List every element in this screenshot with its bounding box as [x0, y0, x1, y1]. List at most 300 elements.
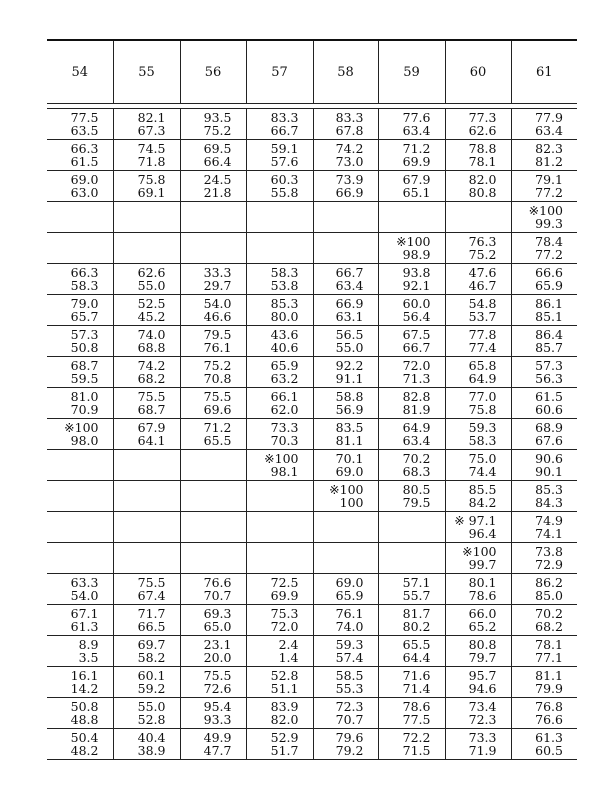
cell-value-upper: 83.3: [270, 110, 299, 125]
table-cell: [47, 512, 113, 543]
table-cell: [445, 605, 511, 636]
cell-value-upper: 52.5: [137, 296, 166, 311]
table-row: [47, 233, 577, 264]
table-cell: [180, 698, 246, 729]
table-cell: [313, 450, 378, 481]
table-cell: [511, 729, 577, 760]
cell-value-lower: 77.1: [535, 650, 563, 665]
cell-value-lower: 59.5: [70, 371, 99, 386]
cell-value-lower: 75.2: [203, 123, 232, 138]
table-cell: [47, 481, 113, 512]
cell-value-upper: 75.5: [137, 575, 166, 590]
cell-value-upper: 69.3: [203, 606, 232, 621]
year-header: 61: [511, 40, 577, 104]
cell-value-lower: 73.0: [335, 154, 364, 169]
table-cell: [47, 171, 113, 202]
table-row: [47, 295, 577, 326]
table-cell: [511, 109, 577, 140]
cell-value-upper: 2.4: [278, 637, 299, 652]
table-cell: [47, 140, 113, 171]
table-cell: [313, 605, 378, 636]
table-cell: [113, 450, 180, 481]
cell-value-upper: 93.5: [203, 110, 232, 125]
cell-value-lower: 74.0: [335, 619, 364, 634]
cell-value-lower: 61.3: [70, 619, 99, 634]
table-cell: [445, 357, 511, 388]
cell-value-upper: 95.4: [203, 699, 232, 714]
cell-value-lower: 38.9: [137, 743, 166, 758]
cell-value-lower: 21.8: [203, 185, 232, 200]
table-cell: [445, 481, 511, 512]
table-row: [47, 388, 577, 419]
cell-value-lower: 40.6: [270, 340, 299, 355]
cell-value-upper: [114, 481, 180, 483]
cell-value-upper: 61.3: [535, 730, 563, 745]
year-header: 56: [180, 40, 246, 104]
cell-value-upper: 57.1: [402, 575, 431, 590]
cell-value-lower: 78.6: [468, 588, 497, 603]
cell-value-lower: 81.2: [535, 154, 563, 169]
table-cell: [246, 419, 313, 450]
table-cell: [445, 450, 511, 481]
table-cell: [511, 264, 577, 295]
table-row: [47, 357, 577, 388]
cell-value-lower: 63.5: [70, 123, 99, 138]
table-cell: [378, 140, 445, 171]
table-cell: [113, 171, 180, 202]
table-cell: [47, 388, 113, 419]
cell-value-lower: 55.7: [402, 588, 431, 603]
table-cell: [313, 698, 378, 729]
cell-value-lower: 46.6: [203, 309, 232, 324]
cell-value-lower: 81.9: [402, 402, 431, 417]
table-cell: [445, 264, 511, 295]
cell-value-upper: 54.0: [203, 296, 232, 311]
cell-value-upper: 75.2: [203, 358, 232, 373]
cell-value-upper: 78.6: [402, 699, 431, 714]
cell-value-upper: 54.8: [468, 296, 497, 311]
table-cell: [246, 512, 313, 543]
cell-value-upper: 78.8: [468, 141, 497, 156]
table-cell: [378, 202, 445, 233]
cell-value-lower: 1.4: [278, 650, 299, 665]
cell-value-upper: 70.2: [535, 606, 563, 621]
cell-value-upper: 75.3: [270, 606, 299, 621]
cell-value-upper: ※100: [264, 451, 299, 466]
table-row: [47, 698, 577, 729]
cell-value-upper: 63.3: [70, 575, 99, 590]
cell-value-lower: 72.0: [270, 619, 299, 634]
table-row: [47, 109, 577, 140]
table-cell: [113, 295, 180, 326]
cell-value-lower: 66.5: [137, 619, 166, 634]
table-cell: [511, 419, 577, 450]
cell-value-upper: 73.3: [270, 420, 299, 435]
table-cell: [445, 109, 511, 140]
cell-value-lower: 68.3: [402, 464, 431, 479]
cell-value-lower: 48.2: [70, 743, 99, 758]
table-cell: [378, 636, 445, 667]
cell-value-upper: 67.9: [137, 420, 166, 435]
cell-value-lower: 66.4: [203, 154, 232, 169]
cell-value-lower: 69.6: [203, 402, 232, 417]
cell-value-lower: 63.4: [402, 123, 431, 138]
table-cell: [511, 450, 577, 481]
table-cell: [180, 605, 246, 636]
cell-value-lower: 74.1: [535, 526, 563, 541]
table-cell: [445, 574, 511, 605]
cell-value-lower: 78.1: [468, 154, 497, 169]
cell-value-lower: 55.8: [270, 185, 299, 200]
table-cell: [113, 140, 180, 171]
cell-value-lower: 14.2: [70, 681, 99, 696]
table-cell: [113, 388, 180, 419]
cell-value-upper: 66.0: [468, 606, 497, 621]
cell-value-upper: [446, 202, 511, 204]
table-cell: [180, 202, 246, 233]
table-cell: [378, 171, 445, 202]
cell-value-upper: 40.4: [137, 730, 166, 745]
cell-value-lower: 58.3: [468, 433, 497, 448]
cell-value-upper: 49.9: [203, 730, 232, 745]
cell-value-upper: 60.3: [270, 172, 299, 187]
cell-value-upper: 66.7: [335, 265, 364, 280]
table-cell: [445, 233, 511, 264]
cell-value-lower: 84.3: [535, 495, 563, 510]
table-cell: [47, 109, 113, 140]
table-cell: [313, 295, 378, 326]
cell-value-lower: 59.2: [137, 681, 166, 696]
table-cell: [378, 481, 445, 512]
cell-value-lower: 65.1: [402, 185, 431, 200]
table-cell: [246, 357, 313, 388]
cell-value-upper: 80.8: [468, 637, 497, 652]
cell-value-lower: 60.6: [535, 402, 563, 417]
cell-value-upper: 74.0: [137, 327, 166, 342]
table-cell: [47, 295, 113, 326]
cell-value-upper: 82.0: [468, 172, 497, 187]
cell-value-upper: [181, 450, 246, 452]
cell-value-upper: 74.2: [137, 358, 166, 373]
cell-value-lower: 55.0: [137, 278, 166, 293]
cell-value-upper: 52.9: [270, 730, 299, 745]
cell-value-lower: 63.0: [70, 185, 99, 200]
table-row: [47, 543, 577, 574]
cell-value-upper: 85.3: [270, 296, 299, 311]
cell-value-lower: 96.4: [468, 526, 497, 541]
table-cell: [246, 140, 313, 171]
cell-value-lower: 76.1: [203, 340, 232, 355]
year-header: 60: [445, 40, 511, 104]
table-cell: [180, 233, 246, 264]
table-cell: [180, 109, 246, 140]
cell-value-lower: 75.2: [468, 247, 497, 262]
cell-value-upper: 74.9: [535, 513, 563, 528]
cell-value-upper: ※100: [462, 544, 497, 559]
cell-value-upper: [181, 543, 246, 545]
table-cell: [313, 202, 378, 233]
table-row: [47, 171, 577, 202]
cell-value-upper: 65.5: [402, 637, 431, 652]
table-cell: [445, 326, 511, 357]
table-cell: [113, 326, 180, 357]
table-cell: [180, 295, 246, 326]
table-cell: [511, 574, 577, 605]
table-cell: [378, 264, 445, 295]
cell-value-upper: 69.5: [203, 141, 232, 156]
cell-value-upper: 74.2: [335, 141, 364, 156]
cell-value-lower: 63.2: [270, 371, 299, 386]
cell-value-upper: 74.5: [137, 141, 166, 156]
table-cell: [47, 543, 113, 574]
cell-value-upper: [379, 202, 445, 204]
cell-value-upper: 65.9: [270, 358, 299, 373]
cell-value-upper: 81.0: [70, 389, 99, 404]
table-row: [47, 481, 577, 512]
table-cell: [511, 202, 577, 233]
cell-value-upper: [247, 512, 313, 514]
table-cell: [246, 729, 313, 760]
table-cell: [47, 264, 113, 295]
table-cell: [378, 326, 445, 357]
table-cell: [246, 605, 313, 636]
cell-value-upper: 66.1: [270, 389, 299, 404]
cell-value-lower: 58.3: [70, 278, 99, 293]
cell-value-upper: 67.5: [402, 327, 431, 342]
table-cell: [378, 667, 445, 698]
table-cell: [313, 729, 378, 760]
cell-value-upper: 75.8: [137, 172, 166, 187]
table-cell: [445, 171, 511, 202]
cell-value-upper: 71.2: [402, 141, 431, 156]
cell-value-lower: 71.4: [402, 681, 431, 696]
cell-value-upper: 56.5: [335, 327, 364, 342]
cell-value-lower: 53.8: [270, 278, 299, 293]
cell-value-upper: 76.6: [203, 575, 232, 590]
cell-value-upper: 23.1: [203, 637, 232, 652]
cell-value-lower: 47.7: [203, 743, 232, 758]
table-cell: [313, 481, 378, 512]
cell-value-lower: 66.7: [402, 340, 431, 355]
cell-value-upper: 90.6: [535, 451, 563, 466]
table-cell: [246, 388, 313, 419]
cell-value-upper: 62.6: [137, 265, 166, 280]
cell-value-lower: 51.7: [270, 743, 299, 758]
table-cell: [313, 636, 378, 667]
table-cell: [113, 543, 180, 574]
table-cell: [445, 667, 511, 698]
table-cell: [113, 574, 180, 605]
cell-value-upper: ※100: [329, 482, 364, 497]
cell-value-upper: 75.5: [203, 668, 232, 683]
table-cell: [511, 481, 577, 512]
table-cell: [511, 543, 577, 574]
table-cell: [511, 140, 577, 171]
cell-value-upper: 69.0: [335, 575, 364, 590]
cell-value-lower: 66.9: [335, 185, 364, 200]
table-cell: [113, 109, 180, 140]
cell-value-upper: 77.9: [535, 110, 563, 125]
cell-value-lower: 65.0: [203, 619, 232, 634]
cell-value-upper: 78.4: [535, 234, 563, 249]
cell-value-lower: 70.3: [270, 433, 299, 448]
year-header: 59: [378, 40, 445, 104]
cell-value-lower: 99.3: [535, 216, 563, 231]
cell-value-upper: 71.2: [203, 420, 232, 435]
cell-value-upper: 77.3: [468, 110, 497, 125]
table-cell: [313, 264, 378, 295]
cell-value-upper: [114, 202, 180, 204]
cell-value-upper: ※100: [528, 203, 563, 218]
table-cell: [246, 326, 313, 357]
cell-value-lower: 80.2: [402, 619, 431, 634]
cell-value-upper: 71.7: [137, 606, 166, 621]
table-cell: [313, 233, 378, 264]
table-cell: [180, 574, 246, 605]
cell-value-upper: [247, 202, 313, 204]
cell-value-upper: 79.5: [203, 327, 232, 342]
cell-value-upper: 86.2: [535, 575, 563, 590]
cell-value-lower: 77.4: [468, 340, 497, 355]
cell-value-lower: 76.6: [535, 712, 563, 727]
table-cell: [180, 450, 246, 481]
table-cell: [511, 667, 577, 698]
cell-value-upper: 76.1: [335, 606, 364, 621]
table-cell: [47, 450, 113, 481]
table-cell: [113, 667, 180, 698]
cell-value-lower: 67.8: [335, 123, 364, 138]
table-cell: [180, 543, 246, 574]
table-cell: [445, 636, 511, 667]
table-cell: [313, 109, 378, 140]
table-cell: [445, 512, 511, 543]
table-row: [47, 264, 577, 295]
table-cell: [445, 419, 511, 450]
cell-value-upper: 85.5: [468, 482, 497, 497]
cell-value-upper: 71.6: [402, 668, 431, 683]
table-cell: [113, 419, 180, 450]
cell-value-lower: 66.7: [270, 123, 299, 138]
cell-value-upper: 59.3: [468, 420, 497, 435]
cell-value-lower: 69.9: [270, 588, 299, 603]
table-cell: [113, 202, 180, 233]
cell-value-upper: 93.8: [402, 265, 431, 280]
table-cell: [246, 574, 313, 605]
cell-value-lower: 68.2: [535, 619, 563, 634]
cell-value-upper: 61.5: [535, 389, 563, 404]
cell-value-upper: 86.4: [535, 327, 563, 342]
table-cell: [246, 698, 313, 729]
table-cell: [113, 357, 180, 388]
cell-value-lower: 69.0: [335, 464, 364, 479]
cell-value-lower: 68.8: [137, 340, 166, 355]
cell-value-lower: 62.0: [270, 402, 299, 417]
cell-value-upper: 95.7: [468, 668, 497, 683]
cell-value-upper: 73.4: [468, 699, 497, 714]
cell-value-lower: 57.4: [335, 650, 364, 665]
cell-value-upper: [314, 202, 378, 204]
cell-value-lower: 84.2: [468, 495, 497, 510]
table-cell: [313, 512, 378, 543]
table-cell: [313, 140, 378, 171]
table-cell: [378, 605, 445, 636]
cell-value-upper: 57.3: [70, 327, 99, 342]
cell-value-lower: 69.1: [137, 185, 166, 200]
cell-value-upper: 66.6: [535, 265, 563, 280]
cell-value-lower: 90.1: [535, 464, 563, 479]
table-cell: [47, 729, 113, 760]
cell-value-upper: 68.7: [70, 358, 99, 373]
table-cell: [47, 326, 113, 357]
cell-value-upper: 24.5: [203, 172, 232, 187]
cell-value-upper: 77.6: [402, 110, 431, 125]
cell-value-lower: 20.0: [203, 650, 232, 665]
year-header: 54: [47, 40, 113, 104]
table-cell: [313, 388, 378, 419]
cell-value-upper: [181, 481, 246, 483]
cell-value-upper: 58.8: [335, 389, 364, 404]
cell-value-upper: 59.3: [335, 637, 364, 652]
cell-value-lower: 79.7: [468, 650, 497, 665]
cell-value-lower: 52.8: [137, 712, 166, 727]
table-cell: [445, 202, 511, 233]
table-cell: [113, 729, 180, 760]
cell-value-lower: 99.7: [468, 557, 497, 572]
cell-value-lower: 65.7: [70, 309, 99, 324]
cell-value-upper: 77.8: [468, 327, 497, 342]
cell-value-lower: 55.0: [335, 340, 364, 355]
table-cell: [378, 233, 445, 264]
year-header: 57: [246, 40, 313, 104]
cell-value-upper: 82.3: [535, 141, 563, 156]
cell-value-lower: 63.4: [335, 278, 364, 293]
table-cell: [113, 636, 180, 667]
cell-value-upper: 81.1: [535, 668, 563, 683]
cell-value-upper: [314, 512, 378, 514]
table-cell: [511, 171, 577, 202]
cell-value-lower: 57.6: [270, 154, 299, 169]
table-row: [47, 636, 577, 667]
cell-value-lower: 79.9: [535, 681, 563, 696]
cell-value-upper: 86.1: [535, 296, 563, 311]
table-cell: [47, 419, 113, 450]
cell-value-upper: [247, 481, 313, 483]
cell-value-lower: 79.2: [335, 743, 364, 758]
table-cell: [246, 481, 313, 512]
table-cell: [113, 512, 180, 543]
cell-value-upper: [47, 543, 113, 545]
table-cell: [180, 729, 246, 760]
table-cell: [378, 357, 445, 388]
table-cell: [113, 605, 180, 636]
cell-value-upper: 64.9: [402, 420, 431, 435]
table-cell: [511, 388, 577, 419]
cell-value-lower: 98.0: [70, 433, 99, 448]
cell-value-upper: 82.8: [402, 389, 431, 404]
cell-value-lower: 72.6: [203, 681, 232, 696]
table-cell: [113, 233, 180, 264]
cell-value-lower: 71.9: [468, 743, 497, 758]
year-header: 55: [113, 40, 180, 104]
cell-value-upper: [247, 543, 313, 545]
cell-value-lower: 80.8: [468, 185, 497, 200]
table-cell: [511, 512, 577, 543]
cell-value-lower: 56.9: [335, 402, 364, 417]
cell-value-upper: [314, 543, 378, 545]
table-cell: [47, 636, 113, 667]
cell-value-lower: 80.0: [270, 309, 299, 324]
cell-value-upper: [114, 450, 180, 452]
